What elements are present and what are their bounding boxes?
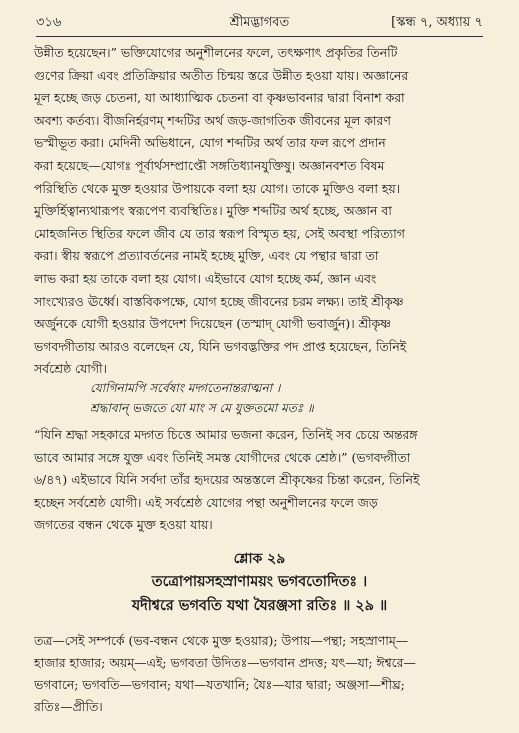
text-line: হাজার হাজার; অয়ম্—এই; ভগবতা উদিতঃ—ভগবান প্রদত্ত; যৎ—যা; ঈশ্বরে— — [34, 655, 416, 670]
text-line: অর্জুনকে যোগী হওয়ার উপদেশ দিয়েছেন (তস্মাদ্ যোগী ভবার্জুন)। শ্রীকৃষ্ণ — [34, 316, 391, 332]
synonyms-paragraph — [34, 630, 489, 718]
book-title: শ্রীমদ্ভাগবত — [229, 15, 290, 30]
text-line: লাভ করা হয় তাকে বলা হয় যোগ। এইভাবে যোগ হচ্ছে কর্ম, জ্ঞান এবং — [34, 270, 377, 286]
text-line: ভস্মীভূত করা। মেদিনী অভিধানে, যোগ শব্দটির অর্থ তার ফল রূপে প্রদান — [34, 135, 386, 151]
sloka-line-1: তত্রোপায়সহস্রাণাময়ং ভগবতোদিতঃ । — [151, 573, 368, 590]
text-line: মোহজনিত স্থিতির ফলে জীব যে তার স্বরূপ বিস্মৃত হয়, সেই অবস্থা পরিত্যাগ — [34, 225, 405, 241]
text-line: অবশ্য কর্তব্য। বীজনির্হরণম্ শব্দটির অর্থ জড়-জাগতিক জীবনের মূল কারণ — [34, 112, 391, 128]
text-line: “যিনি শ্রদ্ধা সহকারে মদ্গত চিত্তে আমার ভজনা করেন, তিনিই সব চেয়ে অন্তরঙ্গ — [34, 427, 418, 442]
text-line: মূল হচ্ছে জড় চেতনা, যা আধ্যাত্মিক চেতনা বা কৃষ্ণভাবনার দ্বারা বিনাশ করা — [34, 90, 405, 106]
text-line: উন্নীত হয়েছেন।” ভক্তিযোগের অনুশীলনের ফলে, তৎক্ষণাৎ প্রকৃতির তিনটি — [34, 45, 398, 60]
text-line: গুণের ক্রিয়া এবং প্রতিক্রিয়ার অতীত চিন্ময় স্তরে উন্নীত হওয়া যায়। অজ্ঞানের — [34, 67, 409, 83]
page-header — [36, 12, 483, 37]
text-line: ভগবদ্গীতায় আরও বলেছেন যে, যিনি ভগবদ্ভক্তির পদ প্রাপ্ত হয়েছেন, তিনিই — [34, 338, 407, 354]
text-line: হচ্ছেন সর্বশ্রেষ্ঠ যোগী। এই সর্বশ্রেষ্ঠ যোগের পন্থা অনুশীলনের ফলে জড় — [34, 494, 378, 510]
text-line: তত্র—সেই সম্পর্কে (ভব-বন্ধন থেকে মুক্ত হওয়ার); উপায়—পন্থা; সহস্রাণাম্— — [34, 633, 409, 648]
text-line: জগতের বন্ধন থেকে মুক্ত হওয়া যায়। — [34, 517, 213, 533]
text-line: সর্বশ্রেষ্ঠ যোগী। — [34, 361, 107, 376]
sloka-line-2: যদীশ্বরে ভগবতি যথা যৈরঞ্জসা রতিঃ ॥ ২৯ ॥ — [131, 597, 388, 614]
purport-paragraph-2 — [34, 424, 489, 537]
verse-line: শ্রদ্ধাবান্ ভজতে যো মাং স মে যুক্ততমো মতঃ ॥ — [90, 401, 314, 415]
text-line: পরিস্থিতি থেকে মুক্ত হওয়ার উপায়কে বলা হয় যোগ। তাকে মুক্তিও বলা হয়। — [34, 180, 401, 196]
section-reference: [স্কন্ধ ৭, অধ্যায় ৭ — [391, 15, 483, 30]
text-line: করা। স্বীয় স্বরূপে প্রত্যাবর্তনের নামই হচ্ছে মুক্তি, এবং যে পন্থার দ্বারা তা — [34, 248, 379, 264]
page-number: ৩১৬ — [36, 15, 62, 30]
text-line: করা হয়েছে—যোগঃ পূর্বার্থসম্প্রাপ্তৌ সঙ্গতিধ্যানযুক্তিষু। অজ্ঞানবশত বিষম — [34, 157, 385, 173]
text-line: ৬/৪৭) এইভাবে যিনি সর্বদা তাঁর হৃদয়ের অন্তস্তলে শ্রীকৃষ্ণের চিন্তা করেন, তিনিই — [34, 472, 420, 488]
text-line: ভগবানে; ভগবতি—ভগবান; যথা—যতখানি; যৈঃ—যার দ্বারা; অঞ্জসা—শীঘ্র; — [34, 677, 405, 692]
quoted-verse — [90, 378, 314, 418]
sloka-title: শ্লোক ২৯ — [233, 551, 286, 567]
purport-paragraph-1 — [34, 42, 489, 358]
sloka-block — [20, 548, 499, 618]
text-line: মুক্তির্হিত্বান্যথারূপং স্বরূপেণ ব্যবস্থিতিঃ। মুক্তি শব্দটির অর্থ হচ্ছে, অজ্ঞান বা — [34, 203, 392, 219]
text-line: রতিঃ—প্রীতি। — [34, 699, 103, 714]
verse-line: যোগিনামপি সর্বেষাং মদ্গতেনান্তরাত্মনা । — [90, 381, 281, 395]
text-line: সাংখ্যেরও ঊর্ধ্বে। বাস্তবিকপক্ষে, যোগ হচ্ছে জীবনের চরম লক্ষ্য। তাই শ্রীকৃষ্ণ — [34, 293, 404, 309]
text-line: ভাবে আমার সঙ্গে যুক্ত এবং তিনিই সমস্ত যোগীদের থেকে শ্রেষ্ঠ।” (ভগবদ্গীতা — [34, 449, 411, 465]
